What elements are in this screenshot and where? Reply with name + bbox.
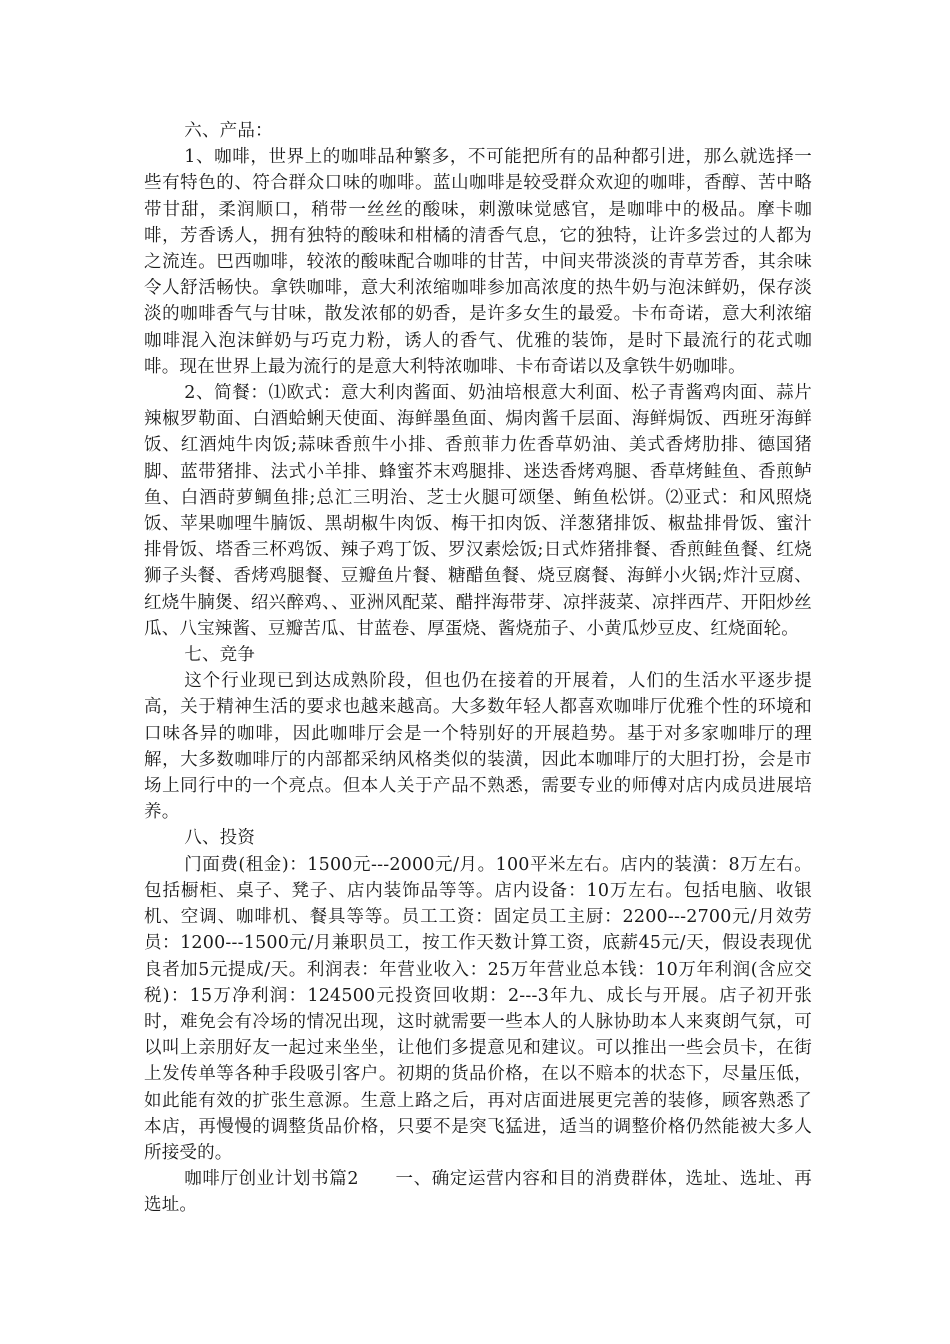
paragraph-coffee: 1、咖啡，世界上的咖啡品种繁多，不可能把所有的品种都引进，那么就选择一些有特色的、符合群众口味的咖啡。蓝山咖啡是较受群众欢迎的咖啡，香醇、苦中略带甘甜，柔润顺口，稍带一丝丝的酸味，刺激味觉感官，是咖啡中的极品。摩卡咖啡，芳香诱人，拥有独特的酸味和柑橘的清香气息，它的独特，让许多尝过的人都为之流连。巴西咖啡，较浓的酸味配合咖啡的甘苦，中间夹带淡淡的青草芳香，其余味令人舒活畅快。拿铁咖啡，意大利浓缩咖啡参加高浓度的热牛奶与泡沫鲜奶，保存淡淡的咖啡香气与甘味，散发浓郁的奶香，是许多女生的最爱。卡布奇诺，意大利浓缩咖啡混入泡沫鲜奶与巧克力粉，诱人的香气、优雅的装饰，是时下最流行的花式咖啡。现在世界上最为流行的是意大利特浓咖啡、卡布奇诺以及拿铁牛奶咖啡。	[144, 147, 812, 377]
paragraph-plan-2: 咖啡厅创业计划书篇2 一、确定运营内容和目的消费群体，选址、选址、再选址。	[144, 1169, 812, 1216]
section-heading-competition: 七、竞争	[184, 645, 256, 666]
section-heading-investment: 八、投资	[184, 828, 256, 849]
paragraph-meals: 2、简餐：⑴欧式：意大利肉酱面、奶油培根意大利面、松子青酱鸡肉面、蒜片辣椒罗勒面、白酒蛤蜊天使面、海鲜墨鱼面、焗肉酱千层面、海鲜焗饭、西班牙海鲜饭、红酒炖牛肉饭;蒜味香煎牛小排、香煎菲力佐香草奶油、美式香烤肋排、德国猪脚、蓝带猪排、法式小羊排、蜂蜜芥末鸡腿排、迷迭香烤鸡腿、香草烤鲑鱼、香煎鲈鱼、白酒莳萝鲷鱼排;总汇三明治、芝士火腿可颂堡、鲔鱼松饼。⑵亚式：和风照烧饭、苹果咖哩牛腩饭、黑胡椒牛肉饭、梅干扣肉饭、洋葱猪排饭、椒盐排骨饭、蜜汁排骨饭、塔香三杯鸡饭、辣子鸡丁饭、罗汉素烩饭;日式炸猪排餐、香煎鲑鱼餐、红烧狮子头餐、香烤鸡腿餐、豆瓣鱼片餐、糖醋鱼餐、烧豆腐餐、海鲜小火锅;炸汁豆腐、红烧牛腩煲、绍兴醉鸡、、亚洲风配菜、醋拌海带芽、凉拌菠菜、凉拌西芹、开阳炒丝瓜、八宝辣酱、豆瓣苦瓜、甘蓝卷、厚蛋烧、酱烧茄子、小黄瓜炒豆皮、红烧面轮。	[144, 383, 812, 639]
section-heading-products: 六、产品：	[184, 121, 273, 141]
paragraph-investment: 门面费(租金)：1500元---2000元/月。100平米左右。店内的装潢：8万左右。包括橱柜、桌子、凳子、店内装饰品等等。店内设备：10万左右。包括电脑、收银机、空调、咖啡机、餐具等等。员工工资：固定员工主厨：2200---2700元/月效劳员：1200---1500元/月兼职员工，按工作天数计算工资，底薪45元/天，假设表现优良者加5元提成/天。利润表：年营业收入：25万年营业总本钱：10万年利润(含应交税)：15万净利润：124500元投资回收期：2---3年九、成长与开展。店子初开张时，难免会有冷场的情况出现，这时就需要一些本人的人脉协助本人来爽朗气氛，可以叫上亲朋好友一起过来坐坐，让他们多提意见和建议。可以推出一些会员卡，在街上发传单等各种手段吸引客户。初期的货品价格，在以不赔本的状态下，尽量压低，如此能有效的扩张生意源。生意上路之后，再对店面进展更完善的装修，顾客熟悉了本店，再慢慢的调整货品价格，只要不是突飞猛进，适当的调整价格仍然能被大多人所接受的。	[144, 854, 812, 1163]
paragraph-competition: 这个行业现已到达成熟阶段，但也仍在接着的开展着，人们的生活水平逐步提高，关于精神生活的要求也越来越高。大多数年轻人都喜欢咖啡厅优雅个性的环境和口味各异的咖啡，因此咖啡厅会是一个特别好的开展趋势。基于对多家咖啡厅的理解，大多数咖啡厅的内部都采纳风格类似的装潢，因此本咖啡厅的大胆打扮，会是市场上同行中的一个亮点。但本人关于产品不熟悉，需要专业的师傅对店内成员进展培养。	[144, 671, 812, 823]
document-body	[144, 118, 812, 1219]
